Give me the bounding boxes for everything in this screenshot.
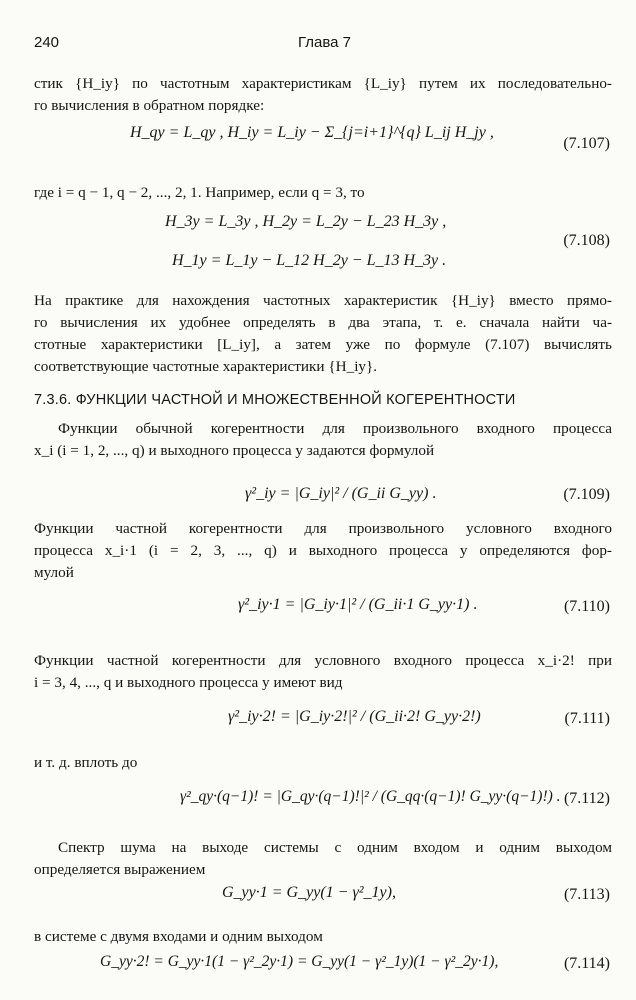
text-line: стотные характеристики [L_iy], а затем уже по формуле (7.107) вычислять: [34, 336, 612, 353]
text-line: где i = q − 1, q − 2, ..., 2, 1. Например, если q = 3, то: [34, 184, 365, 201]
text-line: и т. д. вплоть до: [34, 754, 138, 771]
chapter-title: Глава 7: [298, 34, 352, 51]
equation-number: (7.109): [563, 486, 610, 503]
text-line: На практике для нахождения частотных характеристик {H_iy} вместо прямо-: [34, 292, 612, 309]
text-line: го вычисления в обратном порядке:: [34, 97, 265, 114]
text-line: в системе с двумя входами и одним выходом: [34, 928, 323, 945]
equation-number: (7.107): [563, 135, 610, 152]
equation-7-112: γ²_qy·(q−1)! = |G_qy·(q−1)!|² / (G_qq·(q−1)! G_yy·(q−1)!) .: [180, 788, 561, 805]
text-line: Функции частной когерентности для условного входного процесса x_i·2! при: [34, 652, 612, 669]
text-line: соответствующие частотные характеристики {H_iy}.: [34, 358, 378, 375]
text-line: Функции частной когерентности для произвольного условного входного: [34, 520, 612, 537]
equation-7-111: γ²_iy·2! = |G_iy·2!|² / (G_ii·2! G_yy·2!): [228, 708, 481, 725]
equation-7-109: γ²_iy = |G_iy|² / (G_ii G_yy) .: [245, 485, 437, 502]
section-heading: 7.3.6. ФУНКЦИИ ЧАСТНОЙ И МНОЖЕСТВЕННОЙ КОГЕРЕНТНОСТИ: [34, 392, 516, 408]
equation-number: (7.108): [563, 232, 610, 249]
text-line: процесса x_i·1 (i = 2, 3, ..., q) и выходного процесса y определяются фор-: [34, 542, 612, 559]
page-number: 240: [34, 34, 60, 51]
equation-7-113: G_yy·1 = G_yy(1 − γ²_1y),: [222, 884, 396, 901]
equation-7-110: γ²_iy·1 = |G_iy·1|² / (G_ii·1 G_yy·1) .: [238, 596, 478, 613]
equation-7-108b: H_1y = L_1y − L_12 H_2y − L_13 H_3y .: [172, 252, 447, 269]
equation-number: (7.112): [563, 790, 610, 807]
equation-number: (7.111): [564, 710, 610, 727]
text-line: Функции обычной когерентности для произвольного входного процесса: [58, 420, 612, 437]
equation-number: (7.113): [563, 886, 610, 903]
equation-number: (7.110): [563, 598, 610, 615]
equation-7-114: G_yy·2! = G_yy·1(1 − γ²_2y·1) = G_yy(1 − γ²_1y)(1 − γ²_2y·1),: [100, 953, 499, 970]
text-line: i = 3, 4, ..., q и выходного процесса y имеют вид: [34, 674, 343, 691]
equation-7-108a: H_3y = L_3y , H_2y = L_2y − L_23 H_3y ,: [165, 213, 447, 230]
equation-number: (7.114): [563, 955, 610, 972]
equation-7-107: H_qy = L_qy , H_iy = L_iy − Σ_{j=i+1}^{q} L_ij H_jy ,: [130, 124, 494, 141]
text-line: го вычисления их удобнее определять в два этапа, т. е. сначала найти ча-: [34, 314, 612, 331]
text-line: мулой: [34, 564, 74, 581]
text-line: определяется выражением: [34, 861, 206, 878]
text-line: Спектр шума на выходе системы с одним входом и одним выходом: [58, 839, 612, 856]
text-line: стик {H_iy} по частотным характеристикам {L_iy} путем их последовательно-: [34, 75, 612, 92]
page-header: [34, 34, 612, 56]
text-line: x_i (i = 1, 2, ..., q) и выходного процесса y задаются формулой: [34, 442, 435, 459]
